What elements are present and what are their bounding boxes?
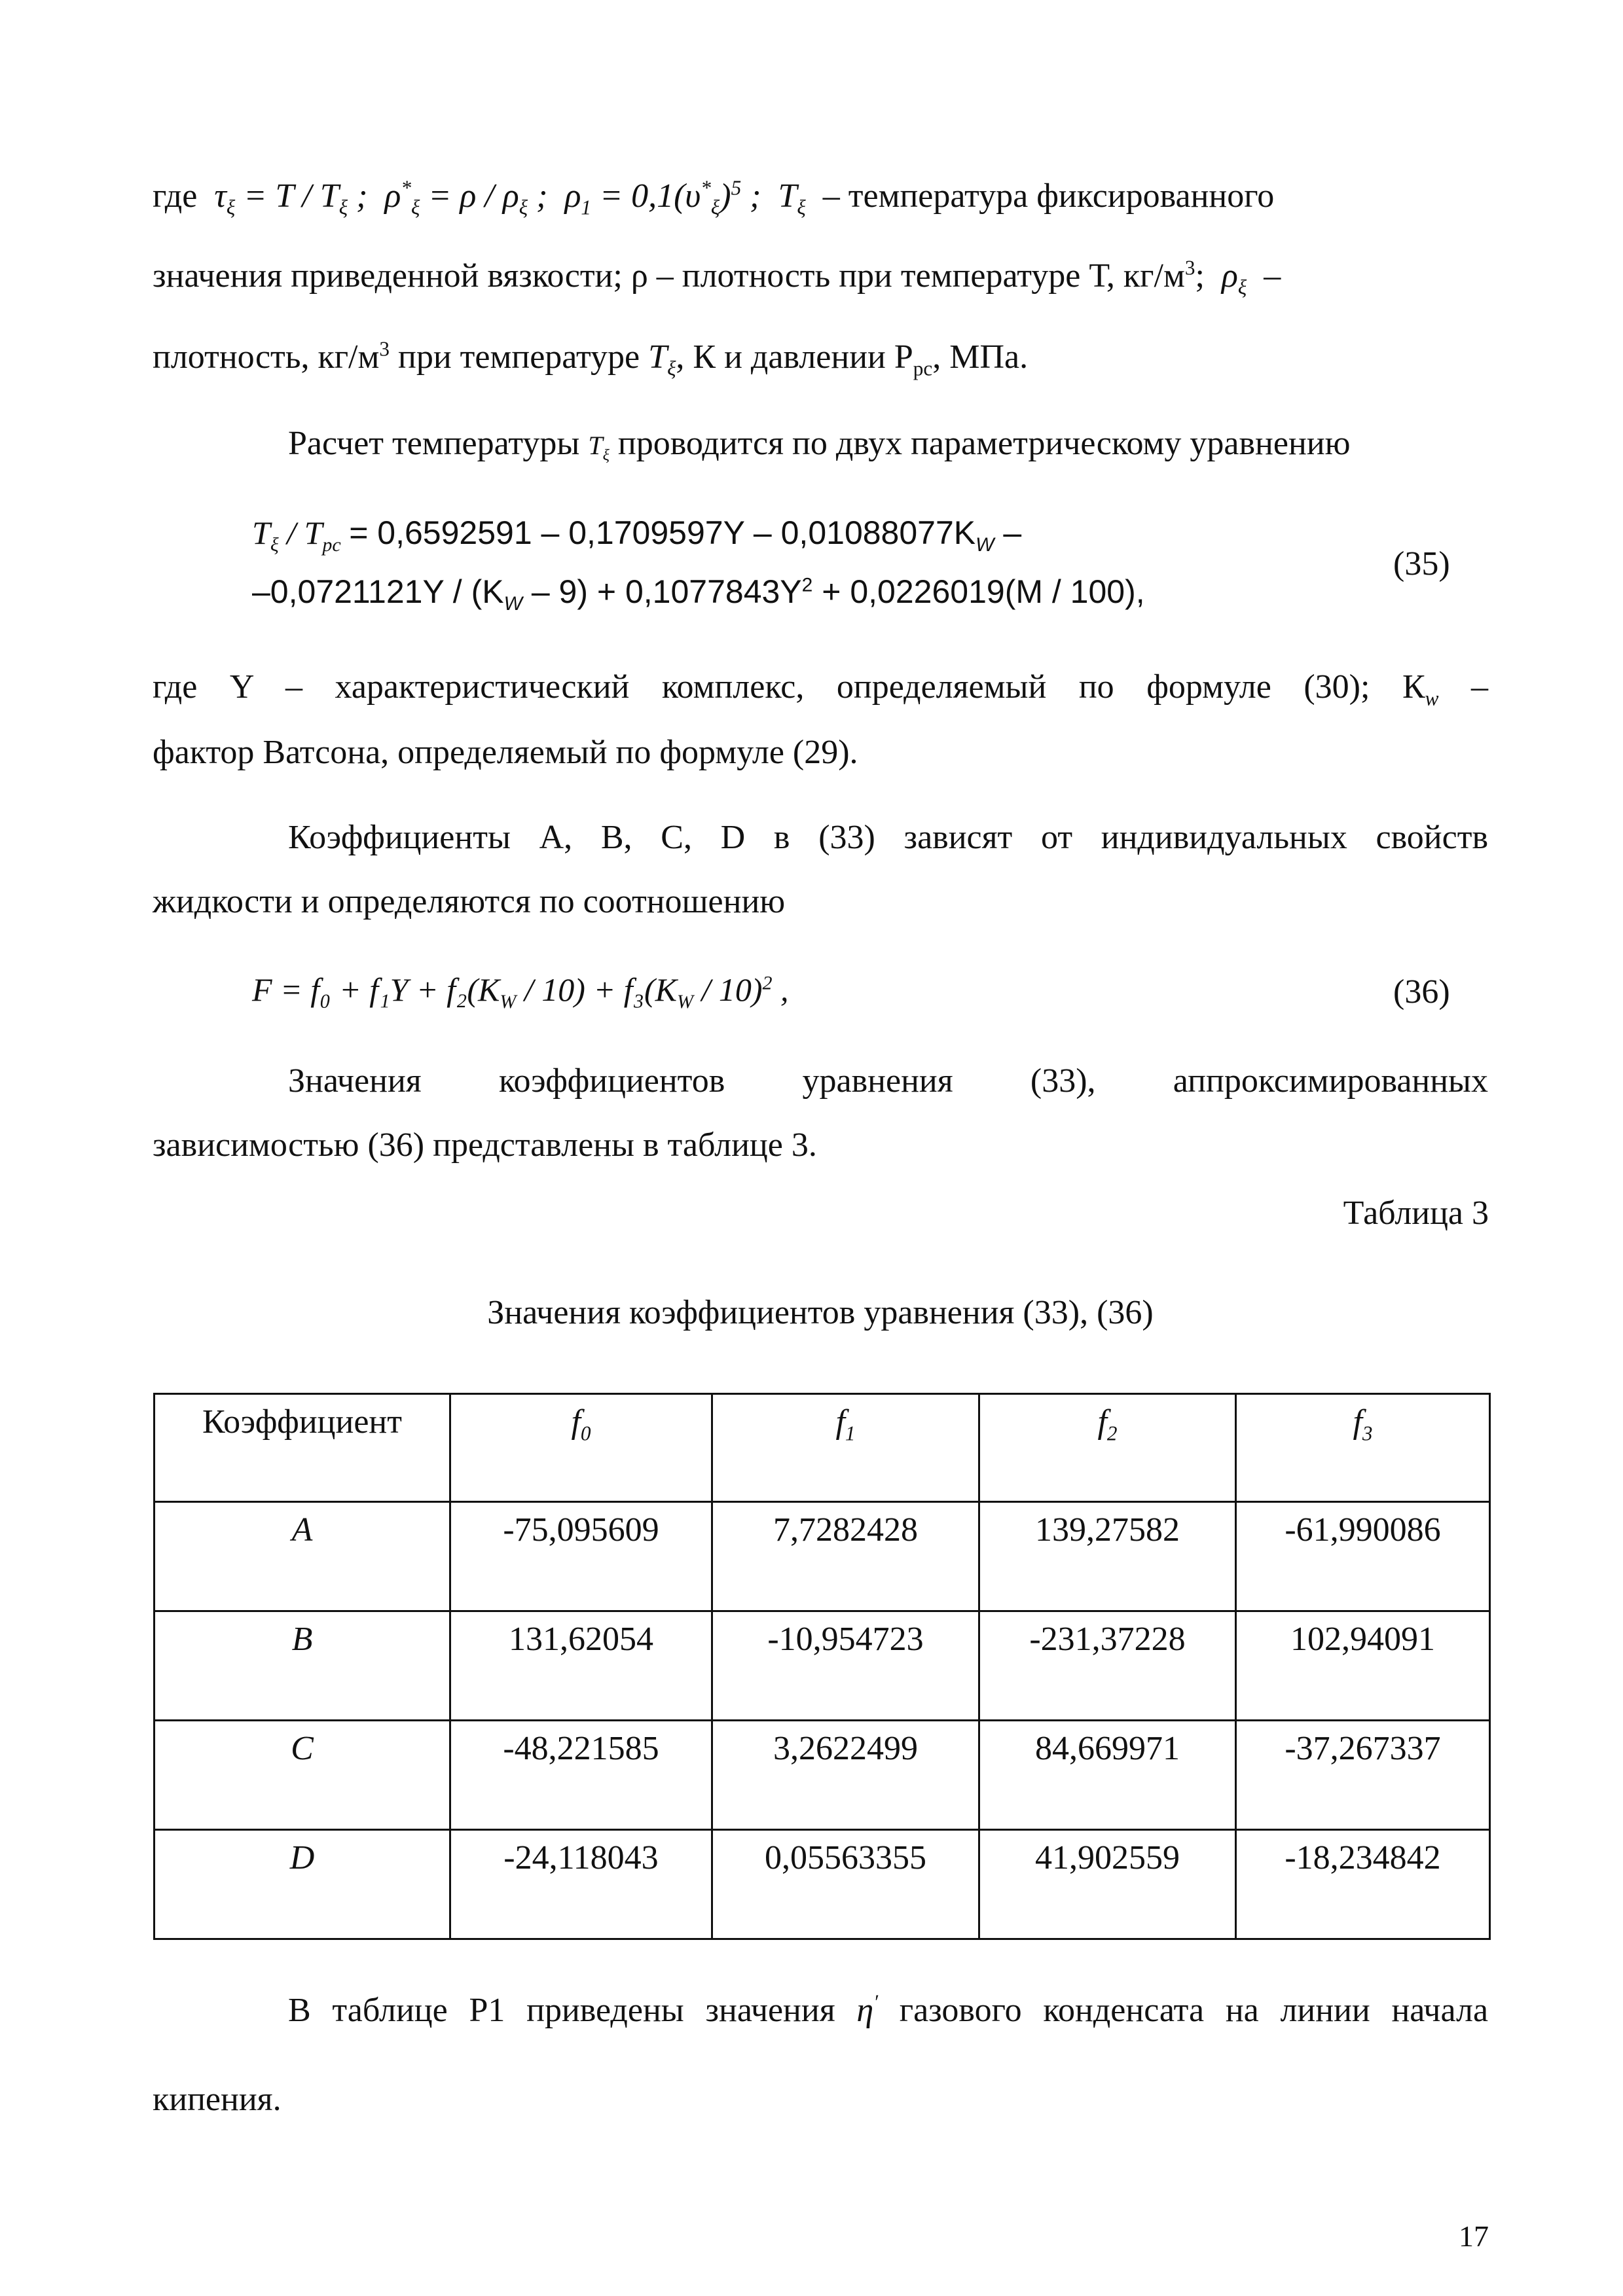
text-dash2: – bbox=[1471, 668, 1488, 706]
paragraph6-line2: кипения. bbox=[153, 2081, 282, 2118]
row-label: A bbox=[155, 1502, 450, 1611]
table-row bbox=[155, 1721, 1490, 1830]
table-cell: -18,234842 bbox=[1236, 1830, 1490, 1939]
header-f0: $f_0$ bbox=[450, 1394, 712, 1502]
table-label: Таблица 3 bbox=[1343, 1194, 1489, 1232]
paragraph5-line2: зависимостью (36) представлены в таблице 3. bbox=[153, 1126, 817, 1164]
text-at-temperature: при температуре bbox=[398, 338, 640, 376]
text-temperature-fixed: – температура фиксированного bbox=[822, 177, 1275, 215]
paragraph4-line1: Коэффициенты A, B, C, D в (33) зависят от индивидуальных свойств bbox=[288, 819, 1488, 856]
paragraph1-line1 bbox=[153, 175, 1488, 217]
text-where: где bbox=[153, 177, 198, 215]
paragraph1-line3: плотность, $кг/м^3$ при температуре $T_\xi$, К и давлении $Р_{рс}$, МПа. bbox=[153, 337, 1029, 380]
row-label: D bbox=[155, 1830, 450, 1939]
text-calc-temp: Расчет температуры bbox=[288, 425, 580, 462]
header-f3: $f_3$ bbox=[1236, 1394, 1490, 1502]
table-cell: -10,954723 bbox=[712, 1611, 979, 1721]
row-label: C bbox=[155, 1721, 450, 1830]
paragraph3-line2: фактор Ватсона, определяемый по формуле (29). bbox=[153, 734, 858, 771]
table-cell: 102,94091 bbox=[1236, 1611, 1490, 1721]
text-dash: – bbox=[1264, 257, 1281, 295]
text-mpa: , МПа. bbox=[932, 338, 1029, 376]
formula-35-text1: = 0,6592591 – 0,1709597Y – 0,01088077K bbox=[349, 514, 976, 551]
text-where-y: где Y – характеристический комплекс, определяемый по формуле (30); К bbox=[153, 668, 1425, 706]
table-cell: 0,05563355 bbox=[712, 1830, 979, 1939]
header-f1: $f_1$ bbox=[712, 1394, 979, 1502]
header-f2: $f_2$ bbox=[979, 1394, 1236, 1502]
text-line3: плотность, кг/м bbox=[153, 338, 380, 376]
table-cell: 7,7282428 bbox=[712, 1502, 979, 1611]
paragraph2: Расчет температуры $T_\xi$ проводится по двух параметрическому уравнению bbox=[288, 425, 1351, 464]
table-cell: 3,2622499 bbox=[712, 1721, 979, 1830]
table-cell: -48,221585 bbox=[450, 1721, 712, 1830]
formula-35-text2: –0,0721121Y / (K bbox=[252, 573, 504, 610]
row-label: B bbox=[155, 1611, 450, 1721]
formula-35-text3: – 9) + 0,1077843Y bbox=[531, 573, 802, 610]
formula-35-text4: + 0,0226019(M / 100), bbox=[822, 573, 1145, 610]
table-caption: Значения коэффициентов уравнения (33), (36) bbox=[487, 1294, 1154, 1331]
paragraph5-line1: Значения коэффициентов уравнения (33), аппроксимированных bbox=[288, 1062, 1488, 1100]
formula-inline-defs: $\tau_\xi = T / T_\xi$ ; $\rho^*_\xi = \rho / \rho_\xi$ ; $\rho_1 = 0,1(\upsilon^*_\xi)^5$ ; $T_\xi$ bbox=[206, 176, 806, 219]
table-cell: -231,37228 bbox=[979, 1611, 1236, 1721]
table-row bbox=[155, 1502, 1490, 1611]
text-gas-condensate: газового конденсата на линии начала bbox=[899, 1992, 1489, 2029]
table-row bbox=[155, 1611, 1490, 1721]
paragraph6-line1: В таблице Р1 приведены значения η′ газового конденсата на линии начала bbox=[288, 1990, 1489, 2029]
paragraph4-line2: жидкости и определяются по соотношению bbox=[153, 883, 786, 920]
paragraph3-line1 bbox=[153, 666, 1488, 708]
page-number: 17 bbox=[1459, 2219, 1489, 2253]
equation-number-36: (36) bbox=[1393, 973, 1450, 1011]
table-cell: -37,267337 bbox=[1236, 1721, 1490, 1830]
formula-35-line2: $-0,0721121Y / (K_W - 9) + 0,1077843Y^2 + 0,0226019(M / 100)$, bbox=[252, 573, 1145, 615]
table-header-row bbox=[155, 1394, 1490, 1502]
table-row bbox=[155, 1830, 1490, 1939]
text-line2: значения приведенной вязкости; ρ – плотность при температуре Т, кг/м bbox=[153, 257, 1185, 295]
table-cell: 84,669971 bbox=[979, 1721, 1236, 1830]
formula-36-text: F = f₀ + f₁Y + f₂(K bbox=[252, 971, 500, 1008]
equation-number-35: (35) bbox=[1393, 545, 1450, 583]
formula-36: $F = f_0 + f_1Y + f_2(K_W / 10) + f_3(K_W / 10)^2$ , bbox=[252, 971, 789, 1013]
table-cell: 131,62054 bbox=[450, 1611, 712, 1721]
text-sub-w: w bbox=[1425, 687, 1439, 710]
formula-35-line1: $T_\xi / T_{pc} = 0,6592591 - 0,1709597Y - 0,01088077K_W$ – bbox=[252, 514, 1022, 556]
table-cell: -24,118043 bbox=[450, 1830, 712, 1939]
text-pressure: , К и давлении Р bbox=[676, 338, 913, 376]
text-two-param: проводится по двух параметрическому уравнению bbox=[617, 425, 1351, 462]
table-cell: 139,27582 bbox=[979, 1502, 1236, 1611]
text-table-p1: В таблице Р1 приведены значения bbox=[288, 1992, 835, 2029]
coefficients-table bbox=[153, 1393, 1491, 1940]
table-cell: -75,095609 bbox=[450, 1502, 712, 1611]
table-cell: -61,990086 bbox=[1236, 1502, 1490, 1611]
table-cell: 41,902559 bbox=[979, 1830, 1236, 1939]
paragraph1-line2: значения приведенной вязкости; ρ – плотность при температуре Т, $кг/м^3$; $\rho_\xi$ – bbox=[153, 256, 1281, 299]
header-coefficient: Коэффициент bbox=[155, 1394, 450, 1502]
